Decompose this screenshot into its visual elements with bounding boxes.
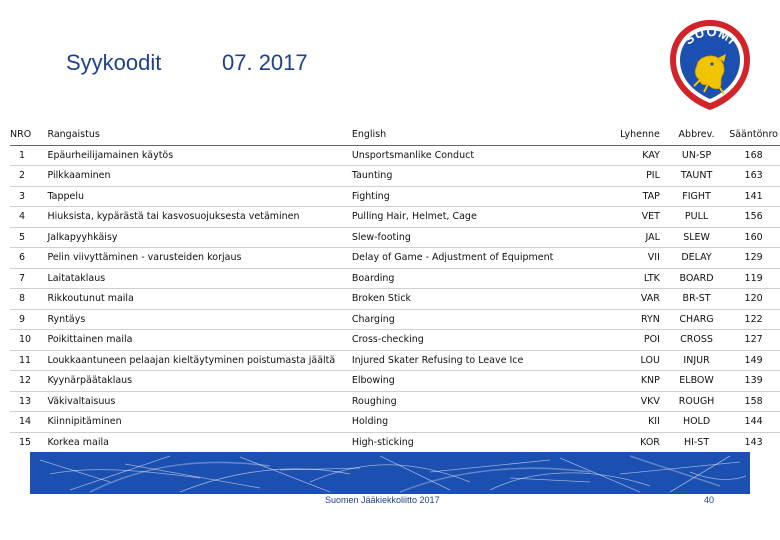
cell-saantonro: 119 — [744, 272, 763, 284]
cell-english: Boarding — [351, 272, 395, 284]
cell-saantonro: 163 — [744, 170, 763, 182]
cell-abbrev: DELAY — [681, 252, 712, 264]
page-number: 40 — [704, 495, 715, 505]
cell-rangaistus: Loukkaantuneen pelaajan kieltäytyminen poistumasta jäältä — [47, 354, 336, 366]
table-row — [10, 207, 780, 228]
cell-rangaistus: Jalkapyyhkäisy — [47, 231, 118, 243]
column-header-saantonro: Sääntönro — [729, 129, 778, 141]
cell-rangaistus: Laitataklaus — [47, 272, 106, 284]
cell-english: Pulling Hair, Helmet, Cage — [351, 211, 477, 223]
table-header-row — [10, 125, 780, 145]
cell-saantonro: 149 — [744, 354, 763, 366]
cell-nro: 4 — [19, 211, 26, 223]
cell-saantonro: 143 — [744, 436, 763, 448]
cell-english: Holding — [351, 416, 389, 428]
cell-english: Delay of Game - Adjustment of Equipment — [351, 252, 554, 264]
page-date: 07. 2017 — [222, 50, 308, 75]
cell-lyhenne: KOR — [640, 436, 660, 448]
ice-texture-banner — [30, 452, 750, 494]
page-title: Syykoodit — [66, 50, 162, 75]
cell-nro: 2 — [19, 170, 26, 182]
cell-abbrev: HI-ST — [683, 436, 710, 448]
table-row — [10, 248, 780, 269]
cell-saantonro: 158 — [744, 395, 763, 407]
cell-nro: 10 — [19, 334, 32, 346]
cell-english: Injured Skater Refusing to Leave Ice — [351, 354, 524, 366]
cell-abbrev: FIGHT — [682, 190, 711, 202]
footer-organization: Suomen Jääkiekkoliitto 2017 — [325, 495, 440, 505]
cell-english: Elbowing — [351, 375, 395, 387]
table-row — [10, 268, 780, 289]
cell-nro: 3 — [19, 190, 26, 202]
table-row — [10, 145, 780, 166]
cell-saantonro: 122 — [744, 313, 763, 325]
cell-english: Charging — [351, 313, 395, 325]
cell-lyhenne: KII — [648, 416, 660, 428]
cell-rangaistus: Kyynärpäätaklaus — [47, 375, 133, 387]
cell-abbrev: INJUR — [683, 354, 710, 366]
cell-nro: 13 — [19, 395, 32, 407]
table-row — [10, 371, 780, 392]
penalty-code-table — [10, 125, 780, 452]
cell-saantonro: 120 — [744, 293, 763, 305]
cell-nro: 15 — [19, 436, 32, 448]
cell-rangaistus: Epäurheilijamainen käytös — [47, 149, 174, 161]
cell-saantonro: 127 — [744, 334, 763, 346]
cell-saantonro: 156 — [744, 211, 763, 223]
column-header-english: English — [351, 129, 387, 141]
cell-english: Slew-footing — [351, 231, 411, 243]
cell-rangaistus: Pelin viivyttäminen - varusteiden korjaus — [47, 252, 242, 264]
cell-nro: 11 — [19, 354, 32, 366]
table-row — [10, 432, 780, 452]
cell-nro: 6 — [19, 252, 26, 264]
cell-abbrev: ELBOW — [679, 375, 714, 387]
cell-rangaistus: Korkea maila — [47, 436, 109, 448]
cell-lyhenne: VAR — [640, 293, 660, 305]
cell-abbrev: TAUNT — [680, 170, 713, 182]
cell-nro: 12 — [19, 375, 32, 387]
cell-rangaistus: Pilkkaaminen — [47, 170, 111, 182]
cell-rangaistus: Väkivaltaisuus — [47, 395, 116, 407]
cell-english: High-sticking — [351, 436, 414, 448]
cell-rangaistus: Ryntäys — [47, 313, 86, 325]
cell-saantonro: 129 — [744, 252, 763, 264]
cell-english: Cross-checking — [351, 334, 424, 346]
cell-lyhenne: TAP — [642, 190, 660, 202]
cell-abbrev: SLEW — [683, 231, 710, 243]
cell-nro: 8 — [19, 293, 26, 305]
cell-rangaistus: Hiuksista, kypärästä tai kasvosuojuksesta vetäminen — [47, 211, 300, 223]
column-header-lyhenne: Lyhenne — [620, 129, 660, 141]
cell-lyhenne: VII — [647, 252, 660, 264]
logo-text: SUOMI — [681, 23, 740, 48]
table-row — [10, 350, 780, 371]
cell-abbrev: UN-SP — [681, 149, 712, 161]
table-row — [10, 309, 780, 330]
cell-nro: 1 — [19, 149, 26, 161]
cell-abbrev: HOLD — [682, 416, 711, 428]
cell-lyhenne: KAY — [642, 149, 660, 161]
cell-abbrev: CROSS — [680, 334, 713, 346]
column-header-abbrev: Abbrev. — [678, 129, 715, 141]
table-row — [10, 391, 780, 412]
table-row — [10, 186, 780, 207]
cell-lyhenne: JAL — [645, 231, 660, 243]
table-row — [10, 330, 780, 351]
cell-rangaistus: Kiinnipitäminen — [47, 416, 122, 428]
cell-abbrev: CHARG — [679, 313, 714, 325]
cell-lyhenne: KNP — [640, 375, 660, 387]
cell-abbrev: BOARD — [679, 272, 714, 284]
cell-nro: 7 — [19, 272, 26, 284]
cell-abbrev: BR-ST — [682, 293, 711, 305]
column-header-nro: NRO — [10, 129, 32, 141]
table-row — [10, 166, 780, 187]
table-row — [10, 289, 780, 310]
cell-english: Roughing — [351, 395, 397, 407]
cell-lyhenne: VKV — [640, 395, 660, 407]
cell-saantonro: 168 — [744, 149, 763, 161]
cell-rangaistus: Poikittainen maila — [47, 334, 133, 346]
cell-abbrev: ROUGH — [678, 395, 715, 407]
cell-english: Broken Stick — [351, 293, 412, 305]
cell-saantonro: 144 — [744, 416, 763, 428]
column-header-rangaistus: Rangaistus — [47, 129, 100, 141]
cell-english: Fighting — [351, 190, 390, 202]
cell-saantonro: 141 — [744, 190, 763, 202]
cell-english: Unsportsmanlike Conduct — [351, 149, 475, 161]
cell-rangaistus: Tappelu — [47, 190, 85, 202]
cell-nro: 9 — [19, 313, 26, 325]
cell-saantonro: 139 — [744, 375, 763, 387]
cell-lyhenne: RYN — [641, 313, 660, 325]
cell-lyhenne: PIL — [646, 170, 660, 182]
cell-lyhenne: LTK — [643, 272, 660, 284]
cell-nro: 5 — [19, 231, 26, 243]
table-row — [10, 227, 780, 248]
ice-scratch-texture — [30, 452, 750, 494]
suomi-logo — [660, 14, 760, 114]
cell-lyhenne: POI — [643, 334, 660, 346]
cell-english: Taunting — [351, 170, 393, 182]
table-row — [10, 412, 780, 433]
cell-lyhenne: LOU — [640, 354, 660, 366]
cell-rangaistus: Rikkoutunut maila — [47, 293, 134, 305]
cell-nro: 14 — [19, 416, 32, 428]
cell-lyhenne: VET — [641, 211, 660, 223]
cell-saantonro: 160 — [744, 231, 763, 243]
cell-abbrev: PULL — [684, 211, 709, 223]
